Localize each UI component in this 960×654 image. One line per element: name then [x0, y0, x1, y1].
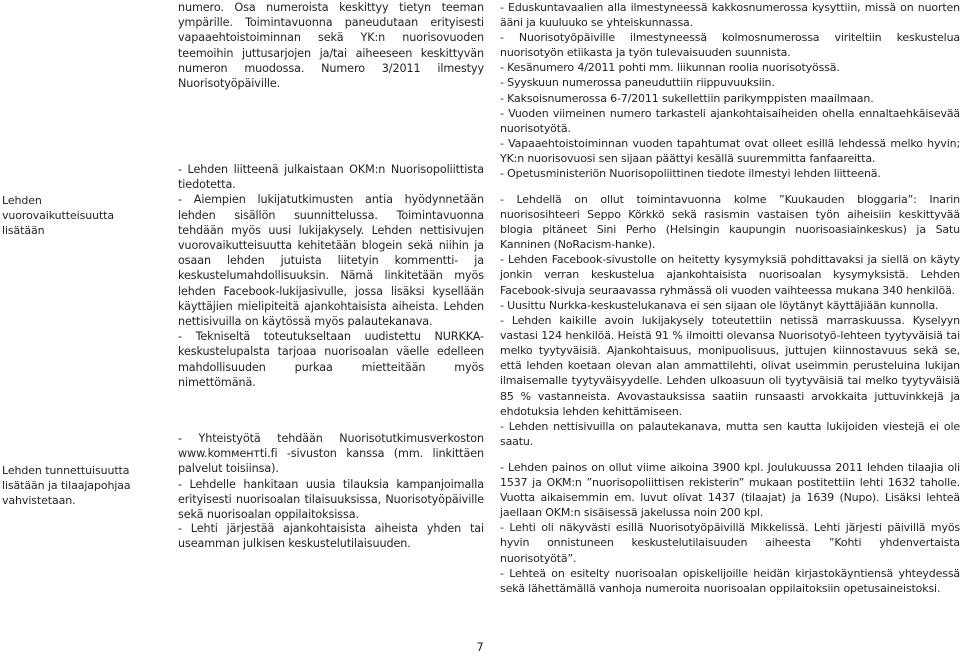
paragraph-circulation: - Lehden painos on ollut viime aikoina 3900 kpl. Joulukuussa 2011 lehden tilaajia oli 1537 ja OKM:n ”nuorisopoliittisen rekisterin” mukaan postitettiin lehti 1632 taholle. Vuotta aikaisemmin em. luvut olivat 1437 (tilaajat) ja 1639 (Nupo). Lisäksi lehteä jaellaan OKM:n sisäisessä jakelussa noin 200 kpl. - Lehti oli näkyvästi esillä Nuorisotyöpäivillä Mikkelissä. Lehti järjesti päivillä myös hyvin onnistuneen keskustelutilaisuuden aiheesta ”Kohti yhdenvertaista nuorisotyötä”. - Lehteä on esitelty nuorisoalan opiskelijoille heidän kirjastokäyntiensä yhteydessä sekä lähettämällä vanhoja numeroita nuorisoalan oppilaitoksiin opetusaineistoksi.: [500, 461, 960, 595]
margin-note-awareness: Lehden tunnettuisuutta lisätään ja tilaajapohjaa vahvistetaan.: [2, 464, 131, 507]
margin-note-interactivity: Lehden vuorovaikutteisuutta lisätään: [2, 194, 115, 237]
paragraph-issue-topics: - Eduskuntavaalien alla ilmestyneessä kakkosnumerossa kysyttiin, missä on nuorten ääni ja kuuluuko se yhteiskunnassa. - Nuorisotyöpäiville ilmestyneessä kolmosnumerossa viriteltiin keskustelua nuorisotyön etiikasta ja työn tulevaisuuden suunnista. - Kesänumero 4/2011 pohti mm. liikunnan roolia nuorisotyössä. - Syyskuun numerossa paneuduttiin riippuvuuksiin. - Kaksoisnumerossa 6-7/2011 sukellettiin parikymppisten maailmaan. - Vuoden viimeinen numero tarkasteli ajankohtaisaiheiden ohella ennaltaehkäisevää nuorisotyötä. - Vapaaehtoistoiminnan vuoden tapahtumat ovat olleet esillä lehdessä melko hyvin; YK:n nuorisovuosi sen sijaan päättyi kesällä suuremmitta fanfaareitta. - Opetusministeriön Nuorisopoliittinen tiedote ilmestyi lehden liitteenä.: [500, 1, 960, 181]
paragraph-reader-survey: - Uusittu Nurkka-keskustelukanava ei sen sijaan ole löytänyt käyttäjiään kunnolla. - Lehden kaikille avoin lukijakysely toteutettiin netissä marraskuussa. Kyselyyn vastasi 124 henkilöä. Heistä 91 % ilmoitti olevansa Nuorisotyö-lehteen tyytyväisiä tai melko tyytyväisiä. Ajankohtaisuus, monipuolisuus, juttujen kiinnostavuus sekä se, että lehden koetaan olevan alan ammattilehti, olivat useimmin perusteluina lukijan ilmaisemalle tyytyväisyydelle. Lehden ulkoasuun oli tyytyväisiä tai melko tyytyväisiä 85 % vastanneista. Avovastauksissa saatiin runsaasti arvokkaita juttuvinkkejä ja ehdotuksia lehden kehittämiseen. - Lehden nettisivuilla on palautekanava, mutta sen kautta lukijoiden viestejä ei ole saatu.: [500, 299, 960, 448]
paragraph-blogs-facebook: - Lehdellä on ollut toimintavuonna kolme ”Kuukauden bloggaria”: Inarin nuorisosihteeri Seppo Körkkö sekä rasismin vastaisen työn aiheisiin keskittyvää blogia pitäneet Sini Perho (Helsingin kaupungin nuorisoasiainkeskus) ja Satu Kanninen (NoRacism-hanke). - Lehden Facebook-sivustolle on heitetty kysymyksiä pohdittavaksi ja siellä on käyty jonkin verran keskustelua ajankohtaisista nuorisoalan kysymyksistä. Lehden Facebook-sivuja seuraavassa ryhmässä oli vuoden vaihteessa mukana 340 henkilöä.: [500, 193, 960, 297]
paragraph-public-discussions: - Lehti järjestää ajankohtaisista aiheista yhden tai useamman julkisen keskustelutilaisuuden.: [178, 522, 484, 551]
paragraph-theme-issues: numero. Osa numeroista keskittyy tietyn teeman ympärille. Toimintavuonna paneudutaan erityisesti vapaaehtoistoiminnan sekä YK:n nuorisovuoden teemoihin juttusarjojen ja/tai aiheeseen keskittyvän numeron muodossa. Numero 3/2011 ilmestyy Nuorisotyöpäiville.: [178, 1, 484, 91]
page-number: 7: [476, 640, 484, 654]
paragraph-interactivity-plans: - Lehden liitteenä julkaistaan OKM:n Nuorisopoliittista tiedotetta. - Aiempien lukijatutkimusten antia hyödynnetään lehden sisällön suunnittelussa. Toimintavuonna tehdään myös uusi lukijakysely. Lehden nettisivujen vuorovaikutteisuutta kehitetään blogein sekä niihin ja osaan lehden jutuista liitetyin kommentti- ja keskustelumahdollisuuksin. Nämä linkitetään myös lehden Facebook-lukijasivulle, jossa lisäksi kysellään käyttäjien mielipiteitä ajankohtaisista aiheista. Lehden nettisivuilla on käytössä myös palautekanava. - Tekniseltä toteutukseltaan uudistettu NURKKA-keskustelupalsta tarjoaa nuorisoalan väelle edelleen mahdollisuuden purkaa mietteitään myös nimettömänä.: [178, 163, 484, 389]
paragraph-cooperation-subscriptions: - Yhteistyötä tehdään Nuorisotutkimusverkoston www.komментti.fi -sivuston kanssa (mm. linkittäen palvelut toisiinsa). - Lehdelle hankitaan uusia tilauksia kampanjoimalla erityisesti nuorisoalan tilaisuuksissa, Nuorisotyöpäiville sekä nuorisoalan oppilaitoksissa.: [178, 432, 484, 522]
